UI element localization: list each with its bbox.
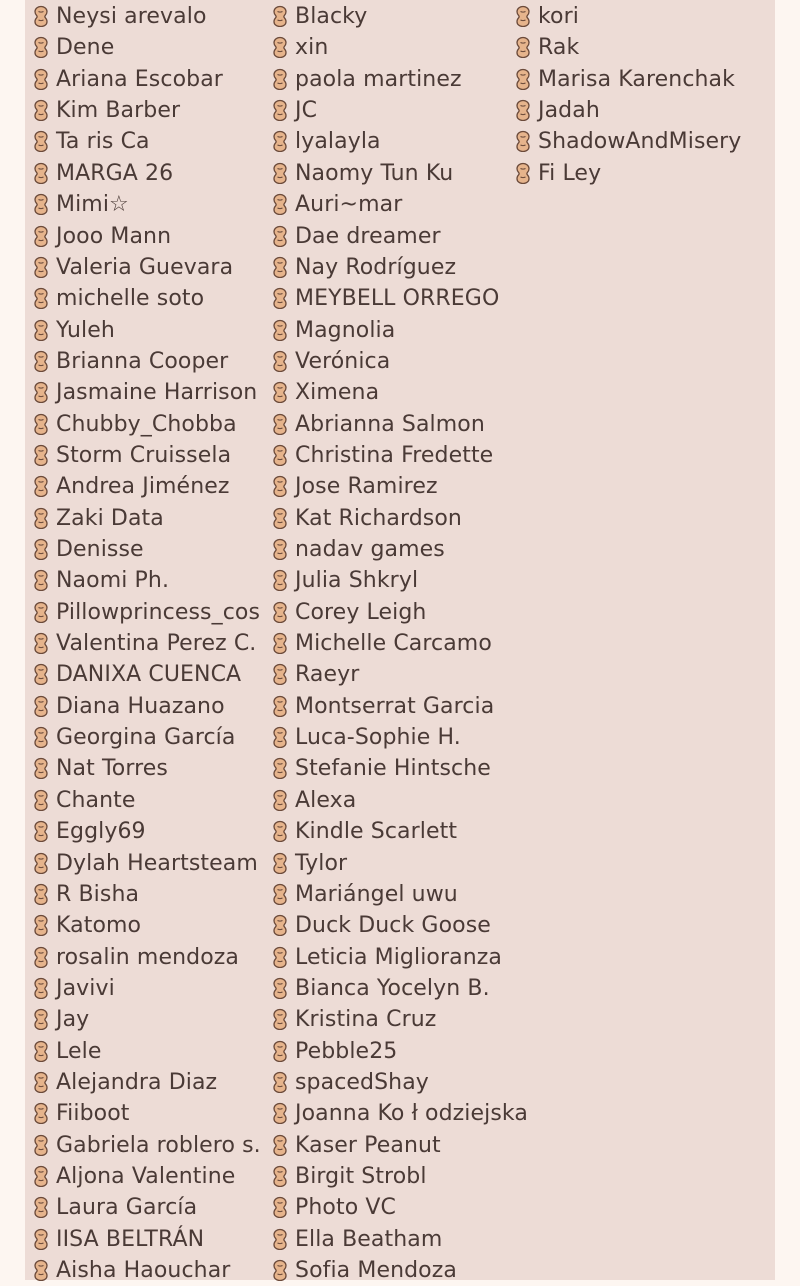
supporter-name-text: Aisha Haouchar <box>56 1258 231 1283</box>
peanut-icon <box>32 695 50 717</box>
peanut-icon <box>32 1259 50 1281</box>
supporter-name <box>271 127 381 157</box>
supporter-name-text: michelle soto <box>56 286 205 312</box>
supporter-name <box>271 222 441 252</box>
supporter-name-text: Rak <box>538 35 580 61</box>
supporter-name <box>271 723 461 753</box>
peanut-icon <box>32 1071 50 1093</box>
supporter-name <box>271 504 462 534</box>
supporter-name-text: Jasmaine Harrison <box>56 380 258 406</box>
supporter-name <box>32 1099 130 1129</box>
supporter-name <box>32 127 150 157</box>
peanut-icon <box>271 36 289 58</box>
peanut-icon <box>514 130 532 152</box>
peanut-icon <box>32 130 50 152</box>
supporter-name <box>514 159 601 189</box>
supporter-name-text: Dylah Heartsteam <box>56 850 258 876</box>
peanut-icon <box>32 99 50 121</box>
supporter-name <box>32 284 204 314</box>
peanut-icon <box>32 193 50 215</box>
supporter-name-text: Aljona Valentine <box>56 1164 236 1189</box>
peanut-icon <box>271 1196 289 1218</box>
supporter-name <box>32 410 237 440</box>
supporter-name <box>271 817 457 847</box>
supporter-name <box>271 535 445 565</box>
supporter-name-text: Nay Rodríguez <box>295 254 457 280</box>
peanut-icon <box>32 1228 50 1250</box>
supporter-name <box>32 943 239 973</box>
supporter-name <box>271 1037 397 1067</box>
peanut-icon <box>271 538 289 560</box>
supporter-name <box>32 911 141 941</box>
supporter-name-text: Fi Ley <box>538 160 602 186</box>
supporter-name-text: Julia Shkryl <box>295 568 419 594</box>
supporter-name-text: DANIXA CUENCA <box>56 662 242 688</box>
supporter-name-text: Alexa <box>295 787 357 813</box>
supporter-name-text: Photo VC <box>295 1195 396 1221</box>
peanut-icon <box>32 444 50 466</box>
supporter-name <box>271 378 379 408</box>
supporter-name-text: Chubby_Chobba <box>56 411 237 437</box>
supporter-name-text: Andrea Jiménez <box>56 474 230 500</box>
peanut-icon <box>271 256 289 278</box>
peanut-icon <box>32 569 50 591</box>
peanut-icon <box>271 883 289 905</box>
supporter-name-text: Fiiboot <box>56 1101 130 1127</box>
supporter-name-text: ShadowAndMisery <box>538 129 742 155</box>
supporter-name-text: Dene <box>56 35 115 61</box>
peanut-icon <box>271 852 289 874</box>
peanut-icon <box>32 914 50 936</box>
peanut-icon <box>271 789 289 811</box>
supporter-name-text: Leticia Miglioranza <box>295 944 502 970</box>
peanut-icon <box>271 914 289 936</box>
supporter-name-text: Blacky <box>295 4 368 29</box>
peanut-icon <box>271 381 289 403</box>
supporter-name <box>271 33 328 63</box>
supporter-name <box>271 190 402 220</box>
peanut-icon <box>32 5 50 27</box>
supporter-name <box>271 692 494 722</box>
peanut-icon <box>32 977 50 999</box>
peanut-icon <box>32 632 50 654</box>
supporter-name-text: Ariana Escobar <box>56 66 223 92</box>
supporter-name <box>271 1225 442 1255</box>
supporter-name <box>271 1099 528 1129</box>
supporter-name <box>271 347 390 377</box>
supporter-name-text: Jay <box>56 1007 90 1033</box>
peanut-icon <box>32 256 50 278</box>
peanut-icon <box>32 852 50 874</box>
supporter-name <box>271 629 492 659</box>
peanut-icon <box>32 413 50 435</box>
supporter-name <box>32 535 144 565</box>
supporter-name <box>32 472 230 502</box>
peanut-icon <box>32 726 50 748</box>
peanut-icon <box>271 1040 289 1062</box>
supporter-name-text: Storm Cruissela <box>56 442 232 468</box>
supporter-name <box>271 1131 441 1161</box>
peanut-icon <box>32 820 50 842</box>
supporter-name <box>514 2 579 32</box>
supporter-name-text: Montserrat Garcia <box>295 693 495 719</box>
supporter-name <box>271 943 502 973</box>
supporter-name <box>32 817 146 847</box>
supporter-name-text: Kristina Cruz <box>295 1007 437 1033</box>
supporter-name-text: Luca-Sophie H. <box>295 725 461 751</box>
supporter-name <box>271 284 499 314</box>
supporter-name <box>32 692 225 722</box>
peanut-icon <box>271 946 289 968</box>
peanut-icon <box>271 444 289 466</box>
supporter-name <box>32 974 115 1004</box>
supporter-name <box>32 1256 230 1286</box>
supporter-name <box>271 441 493 471</box>
supporter-name <box>32 65 223 95</box>
peanut-icon <box>271 1102 289 1124</box>
supporter-name <box>271 96 317 126</box>
peanut-icon <box>271 319 289 341</box>
supporter-name <box>271 974 490 1004</box>
supporter-name <box>32 1193 197 1223</box>
supporter-name <box>32 159 173 189</box>
peanut-icon <box>32 350 50 372</box>
supporter-name-text: Pebble25 <box>295 1038 398 1064</box>
supporter-name <box>32 723 235 753</box>
peanut-icon <box>271 287 289 309</box>
supporter-name-text: Magnolia <box>295 317 396 343</box>
peanut-icon <box>271 507 289 529</box>
peanut-icon <box>271 1259 289 1281</box>
peanut-icon <box>271 695 289 717</box>
supporter-name-text: Mariángel uwu <box>295 881 458 907</box>
peanut-icon <box>271 1071 289 1093</box>
peanut-icon <box>271 130 289 152</box>
supporter-name-text: Verónica <box>295 348 391 374</box>
supporter-name-text: Diana Huazano <box>56 693 225 719</box>
supporter-name <box>32 316 115 346</box>
supporter-name-text: IISA BELTRÁN <box>56 1226 205 1252</box>
supporter-name <box>32 441 231 471</box>
supporter-name-text: Christina Fredette <box>295 442 494 468</box>
supporter-name <box>32 754 168 784</box>
supporter-name <box>32 849 258 879</box>
peanut-icon <box>32 757 50 779</box>
peanut-icon <box>514 36 532 58</box>
supporter-name <box>32 253 233 283</box>
peanut-icon <box>271 225 289 247</box>
supporter-name <box>271 410 485 440</box>
supporter-name-text: Duck Duck Goose <box>295 913 491 939</box>
supporter-name-text: Michelle Carcamo <box>295 631 492 656</box>
supporter-name <box>271 65 462 95</box>
supporter-name-text: Jose Ramirez <box>295 474 438 500</box>
supporter-name-text: Yuleh <box>56 317 115 343</box>
supporter-name-text: MEYBELL ORREGO <box>295 286 500 312</box>
peanut-icon <box>32 1196 50 1218</box>
supporter-name-text: Kim Barber <box>56 98 181 124</box>
peanut-icon <box>271 5 289 27</box>
supporter-name <box>271 911 491 941</box>
supporter-name <box>271 159 453 189</box>
supporter-name <box>271 880 458 910</box>
supporter-name-text: Pillowprincess_cos <box>56 599 261 625</box>
supporter-name-text: Naomi Ph. <box>56 568 170 594</box>
supporter-name-text: Bianca Yocelyn B. <box>295 975 490 1001</box>
supporter-name <box>32 190 129 220</box>
supporter-name-text: Auri~mar <box>295 192 403 218</box>
supporter-name <box>271 253 456 283</box>
peanut-icon <box>32 601 50 623</box>
supporter-name-text: Tylor <box>295 850 348 876</box>
supporter-name <box>32 1225 204 1255</box>
supporter-name-text: nadav games <box>295 537 445 562</box>
supporter-name-text: Naomy Tun Ku <box>295 160 454 186</box>
peanut-icon <box>32 319 50 341</box>
supporter-name-text: kori <box>538 4 579 29</box>
supporter-name-text: Jooo Mann <box>56 223 172 249</box>
peanut-icon <box>32 507 50 529</box>
peanut-icon <box>271 162 289 184</box>
supporter-name-text: Laura García <box>56 1195 198 1221</box>
supporter-name-text: Ximena <box>295 380 380 406</box>
supporter-name-text: Sofia Mendoza <box>295 1258 457 1283</box>
supporter-name <box>32 1068 217 1098</box>
supporter-name <box>271 754 491 784</box>
supporter-name <box>271 1005 436 1035</box>
peanut-icon <box>271 663 289 685</box>
peanut-icon <box>32 1102 50 1124</box>
supporter-name <box>32 378 257 408</box>
supporter-name-text: Zaki Data <box>56 505 164 531</box>
supporter-name-text: R Bisha <box>56 881 140 907</box>
supporter-name-text: Mimi☆ <box>56 192 129 218</box>
supporter-name <box>271 786 356 816</box>
supporter-name-text: Abrianna Salmon <box>295 411 485 437</box>
peanut-icon <box>32 946 50 968</box>
supporter-name-text: Javivi <box>56 975 115 1001</box>
peanut-icon <box>271 1134 289 1156</box>
peanut-icon <box>271 757 289 779</box>
supporter-name-text: Stefanie Hintsche <box>295 756 491 782</box>
peanut-icon <box>271 977 289 999</box>
supporter-name-text: Katomo <box>56 913 142 939</box>
peanut-icon <box>32 475 50 497</box>
supporter-name <box>32 598 260 628</box>
supporter-name <box>32 1131 261 1161</box>
peanut-icon <box>32 1040 50 1062</box>
supporter-name <box>271 2 367 32</box>
peanut-icon <box>271 820 289 842</box>
peanut-icon <box>32 1008 50 1030</box>
supporter-name <box>32 629 256 659</box>
supporter-name-text: Neysi arevalo <box>56 4 207 29</box>
supporter-name <box>32 2 207 32</box>
supporter-name-text: Alejandra Diaz <box>56 1069 218 1095</box>
supporter-name-text: lyalayla <box>295 129 381 155</box>
peanut-icon <box>32 538 50 560</box>
supporter-name <box>271 1193 396 1223</box>
peanut-icon <box>271 1165 289 1187</box>
supporter-name <box>32 347 228 377</box>
supporter-name-text: Chante <box>56 787 136 813</box>
supporter-name-text: Ta ris Ca <box>56 129 150 155</box>
peanut-icon <box>32 68 50 90</box>
supporter-name <box>514 127 741 157</box>
peanut-icon <box>514 99 532 121</box>
peanut-icon <box>271 569 289 591</box>
peanut-icon <box>271 350 289 372</box>
supporter-name-text: MARGA 26 <box>56 160 174 186</box>
peanut-icon <box>32 1134 50 1156</box>
peanut-icon <box>271 413 289 435</box>
supporter-name-text: Ella Beatham <box>295 1226 443 1252</box>
peanut-icon <box>32 381 50 403</box>
peanut-icon <box>32 883 50 905</box>
supporter-name <box>514 33 579 63</box>
supporter-name-text: Denisse <box>56 537 144 562</box>
supporter-name <box>32 1005 89 1035</box>
peanut-icon <box>514 162 532 184</box>
peanut-icon <box>271 632 289 654</box>
supporter-name <box>271 849 347 879</box>
supporter-name-text: Kat Richardson <box>295 505 462 531</box>
peanut-icon <box>271 1008 289 1030</box>
supporter-name-text: Jadah <box>538 98 600 124</box>
supporter-name <box>514 65 735 95</box>
supporter-name-text: Kindle Scarlett <box>295 819 458 845</box>
supporter-name <box>32 96 180 126</box>
supporter-name <box>32 660 241 690</box>
supporter-name-text: rosalin mendoza <box>56 944 239 970</box>
supporter-name-text: JC <box>295 98 318 124</box>
supporter-name-text: Lele <box>56 1038 102 1064</box>
supporter-name-text: Dae dreamer <box>295 223 441 249</box>
peanut-icon <box>514 68 532 90</box>
supporter-name-text: Kaser Peanut <box>295 1132 441 1158</box>
supporter-name <box>32 880 139 910</box>
peanut-icon <box>32 162 50 184</box>
supporter-name-text: Raeyr <box>295 662 360 688</box>
peanut-icon <box>32 36 50 58</box>
peanut-icon <box>32 663 50 685</box>
supporter-name-text: Corey Leigh <box>295 599 427 625</box>
supporter-name-text: spacedShay <box>295 1069 429 1095</box>
supporter-name-text: Birgit Strobl <box>295 1164 427 1189</box>
supporter-name <box>514 96 600 126</box>
peanut-icon <box>32 225 50 247</box>
peanut-icon <box>32 789 50 811</box>
supporter-name <box>32 504 164 534</box>
supporter-name <box>32 566 169 596</box>
supporter-name <box>32 1037 101 1067</box>
supporter-name-text: Georgina García <box>56 725 236 751</box>
peanut-icon <box>32 287 50 309</box>
peanut-icon <box>271 68 289 90</box>
supporter-name-text: Marisa Karenchak <box>538 66 735 92</box>
supporter-name <box>32 786 136 816</box>
peanut-icon <box>271 475 289 497</box>
peanut-icon <box>271 601 289 623</box>
supporter-name <box>271 1256 457 1286</box>
peanut-icon <box>271 99 289 121</box>
supporter-name-text: Brianna Cooper <box>56 348 229 374</box>
supporter-name <box>271 566 418 596</box>
peanut-icon <box>32 1165 50 1187</box>
peanut-icon <box>271 726 289 748</box>
peanut-icon <box>514 5 532 27</box>
supporter-name <box>271 1162 427 1192</box>
peanut-icon <box>271 1228 289 1250</box>
supporter-name-text: Joanna Ko ł odziejska <box>295 1101 528 1127</box>
peanut-icon <box>271 193 289 215</box>
supporter-name <box>271 472 438 502</box>
supporter-name-text: Gabriela roblero s. <box>56 1132 261 1158</box>
supporter-name-text: xin <box>295 35 329 61</box>
supporter-name-text: Nat Torres <box>56 756 168 782</box>
supporter-name <box>32 1162 235 1192</box>
supporter-name-text: Valeria Guevara <box>56 254 234 280</box>
supporter-name <box>271 660 359 690</box>
supporter-name <box>271 316 395 346</box>
supporter-name-text: paola martinez <box>295 66 462 92</box>
supporter-name <box>271 598 426 628</box>
supporter-name <box>271 1068 429 1098</box>
supporter-name <box>32 33 114 63</box>
supporter-name <box>32 222 171 252</box>
supporter-name-text: Eggly69 <box>56 819 146 845</box>
supporter-name-text: Valentina Perez C. <box>56 631 257 656</box>
